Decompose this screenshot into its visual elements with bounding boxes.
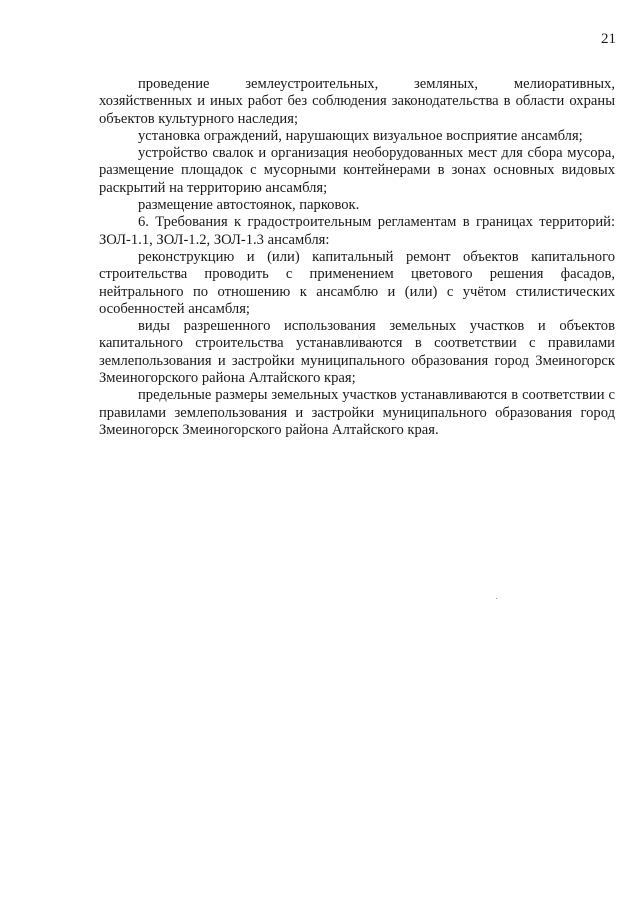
paragraph-permitted-use: виды разрешенного использования земельных участков и объектов капитального строительства устанавливаются в соответствии с правилами землепользования и застройки муниципального образования город Змеиногорск Змеиногорского района Алтайского края; [99, 318, 615, 387]
document-body [99, 76, 615, 439]
paragraph-reconstruction: реконструкцию и (или) капитальный ремонт объектов капитального строительства проводить с применением цветового решения фасадов, нейтрального по отношению к ансамблю и (или) с учётом стилистических особенностей ансамбля; [99, 248, 615, 317]
paragraph-fences: установка ограждений, нарушающих визуальное восприятие ансамбля; [138, 127, 583, 144]
page-number: 21 [601, 31, 616, 47]
paragraph-earthworks: проведение землеустроительных, земляных, мелиоративных, хозяйственных и иных работ без соблюдения законодательства в области охраны объектов культурного наследия; [99, 76, 615, 127]
scan-speck [496, 598, 497, 599]
paragraph-parking: размещение автостоянок, парковок. [138, 197, 360, 214]
paragraph-plot-sizes: предельные размеры земельных участков устанавливаются в соответствии с правилами землепользования и застройки муниципального образования город Змеиногорск Змеиногорского района Алтайского края. [99, 387, 615, 438]
paragraph-section-6-heading: 6. Требования к градостроительным регламентам в границах территорий: ЗОЛ-1.1, ЗОЛ-1.2, ЗОЛ-1.3 ансамбля: [99, 214, 615, 248]
paragraph-dumps: устройство свалок и организация необорудованных мест для сбора мусора, размещение площадок с мусорными контейнерами в зонах основных видовых раскрытий на территорию ансамбля; [99, 145, 615, 196]
